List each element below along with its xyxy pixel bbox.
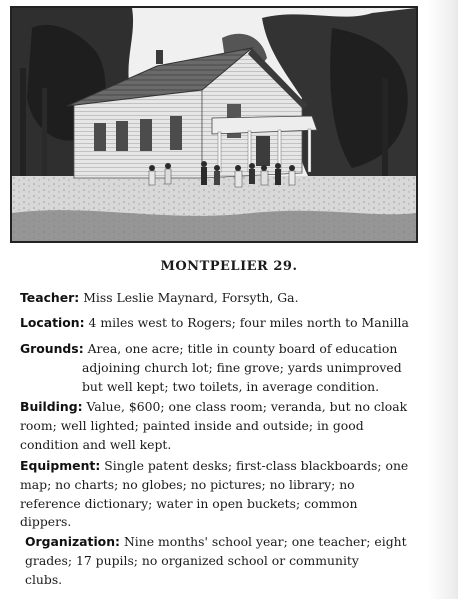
schoolhouse-photo <box>10 6 418 243</box>
entry-text: map; no charts; no globes; no pictures; no library; no <box>20 476 355 492</box>
entry-text: clubs. <box>25 571 63 587</box>
entry-text: condition and well kept. <box>20 436 172 452</box>
entry-grounds <box>20 340 428 396</box>
entry-label: Building <box>20 399 78 414</box>
entry-label: Organization <box>25 534 116 549</box>
entry-text: Single patent desks; first-class blackboards; one <box>104 458 409 473</box>
entry-line <box>20 340 428 359</box>
entry-organization <box>25 533 433 589</box>
label-colon: : <box>77 399 83 414</box>
entry-text: Miss Leslie Maynard, Forsyth, Ga. <box>83 290 299 305</box>
entry-line <box>20 457 428 476</box>
entry-equipment <box>20 457 428 532</box>
label-colon: : <box>79 315 85 330</box>
entry-label: Equipment <box>20 458 96 473</box>
entry-teacher <box>20 289 428 308</box>
entry-building <box>20 398 428 454</box>
entry-location <box>20 314 428 333</box>
label-colon: : <box>78 341 84 356</box>
entry-text: adjoining church lot; fine grove; yards unimproved <box>82 359 402 375</box>
entry-line <box>20 314 428 333</box>
scan-edge <box>428 0 458 599</box>
label-colon: : <box>115 534 120 549</box>
entry-text: dippers. <box>20 514 72 530</box>
entry-line <box>25 533 433 552</box>
entry-text: Area, one acre; title in county board of education <box>87 341 398 356</box>
entry-text: grades; 17 pupils; no organized school or community <box>25 552 359 568</box>
label-colon: : <box>95 458 101 473</box>
entry-line <box>20 398 428 417</box>
entry-text: Nine months' school year; one teacher; eight <box>123 534 407 549</box>
entry-text: 4 miles west to Rogers; four miles north to Manilla <box>88 315 409 330</box>
schoolhouse-photo-drawing <box>12 8 416 241</box>
entry-text: room; well lighted; painted inside and outside; in good <box>20 417 364 433</box>
entry-label: Grounds <box>20 341 79 356</box>
entry-text: Value, $600; one class room; veranda, but no cloak <box>86 399 408 414</box>
entry-text: reference dictionary; water in open buckets; common <box>20 495 358 511</box>
entry-text: but well kept; two toilets, in average condition. <box>82 378 380 394</box>
label-colon: : <box>74 290 80 305</box>
page-title: MONTPELIER 29. <box>160 259 298 274</box>
entry-label: Location <box>20 315 80 330</box>
entry-label: Teacher <box>20 290 75 305</box>
entry-line <box>20 289 428 308</box>
